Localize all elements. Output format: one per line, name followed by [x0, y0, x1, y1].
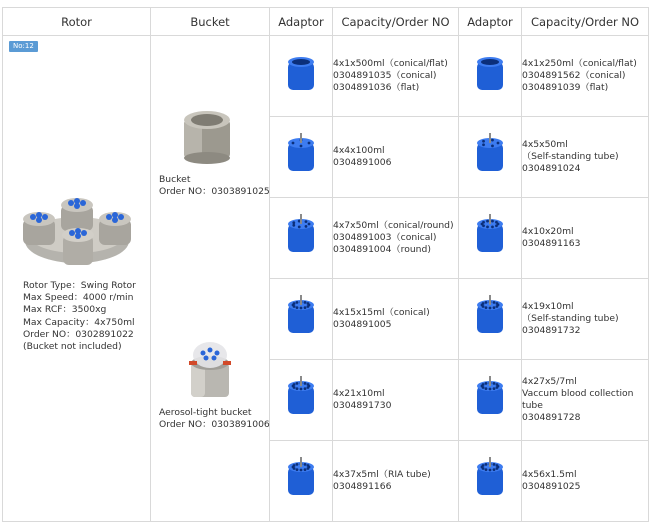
capacity-line: 0304891039（flat) — [522, 82, 609, 94]
capacity-line: 0304891732 — [522, 325, 581, 337]
rotor-max-rcf: Max RCF：3500xg — [23, 304, 107, 316]
rotor-type: Rotor Type：Swing Rotor — [23, 280, 136, 291]
adaptor-cell-right — [459, 441, 522, 522]
adaptor-cell-left — [270, 117, 333, 198]
capacity-line: 4x19x10ml — [522, 300, 574, 312]
capacity-cell-left — [333, 279, 459, 360]
capacity-cell-right — [522, 198, 649, 279]
capacity-line: 4x27x5/7ml — [522, 375, 577, 387]
capacity-line: 0304891166 — [333, 481, 392, 492]
capacity-line: 0304891036（flat) — [333, 82, 420, 94]
rotor-max-capacity: Max Capacity：4x750ml — [23, 316, 135, 328]
bucket-name: Bucket — [159, 174, 191, 185]
adaptor-cell-left — [270, 360, 333, 441]
capacity-line: （Self-standing tube) — [522, 312, 619, 324]
blue-19-hole-adaptor-icon — [473, 295, 507, 339]
capacity-line: 4x1x250ml（conical/flat) — [522, 57, 637, 69]
capacity-line: 0304891728 — [522, 412, 581, 424]
capacity-line: 0304891163 — [522, 238, 581, 249]
bucket-order-no: Order NO：0303891025 — [159, 186, 270, 198]
aerosol-bucket-info — [159, 407, 270, 431]
capacity-line: 4x5x50ml — [522, 138, 568, 150]
blue-5-hole-adaptor-icon — [473, 133, 507, 177]
header-row — [3, 8, 649, 36]
adaptor-cell-right — [459, 360, 522, 441]
capacity-line: 4x4x100ml — [333, 144, 385, 156]
blue-round-adaptor-icon — [284, 52, 318, 96]
adaptor-cell-left — [270, 36, 333, 117]
capacity-line: 4x7x50ml（conical/round) — [333, 219, 454, 231]
capacity-line: 4x1x500ml（conical/flat) — [333, 57, 448, 69]
capacity-line: 0304891006 — [333, 157, 392, 168]
capacity-cell-right — [522, 360, 649, 441]
adaptor-cell-left — [270, 198, 333, 279]
capacity-line: 0304891005 — [333, 319, 392, 330]
blue-37-hole-adaptor-icon — [284, 457, 318, 501]
adaptor-cell-left — [270, 441, 333, 522]
swing-rotor-icon — [21, 191, 133, 271]
capacity-line: 0304891035（conical) — [333, 69, 437, 81]
capacity-cell-left — [333, 36, 459, 117]
bucket-cell — [151, 36, 270, 522]
header-adaptor-left: Adaptor — [270, 8, 333, 36]
adaptor-cell-right — [459, 198, 522, 279]
header-bucket: Bucket — [151, 8, 270, 36]
header-capacity-left: Capacity/Order NO — [333, 8, 459, 36]
header-adaptor-right: Adaptor — [459, 8, 522, 36]
capacity-cell-left — [333, 360, 459, 441]
table-row — [3, 36, 649, 117]
capacity-cell-right — [522, 279, 649, 360]
spec-table — [2, 7, 649, 522]
capacity-line: 0304891004（round) — [333, 244, 431, 256]
blue-10-hole-adaptor-icon — [473, 214, 507, 258]
rotor-cell — [3, 36, 151, 522]
blue-flanged-adaptor-icon — [473, 52, 507, 96]
capacity-line: 0304891024 — [522, 163, 581, 175]
header-capacity-right: Capacity/Order NO — [522, 8, 649, 36]
bucket-icon — [178, 106, 236, 166]
capacity-line: 4x21x10ml — [333, 387, 385, 399]
capacity-cell-left — [333, 117, 459, 198]
rotor-order-no: Order NO：0302891022 — [23, 328, 134, 340]
capacity-cell-left — [333, 198, 459, 279]
adaptor-cell-right — [459, 117, 522, 198]
blue-21-hole-adaptor-icon — [284, 376, 318, 420]
model-badge: No:12 — [9, 41, 38, 52]
header-rotor: Rotor — [3, 8, 151, 36]
rotor-max-speed: Max Speed：4000 r/min — [23, 292, 134, 304]
capacity-line: （Self-standing tube) — [522, 150, 619, 162]
capacity-cell-right — [522, 36, 649, 117]
adaptor-cell-right — [459, 279, 522, 360]
blue-4-hole-adaptor-icon — [284, 133, 318, 177]
capacity-cell-right — [522, 441, 649, 522]
capacity-line: 0304891003（conical) — [333, 231, 437, 243]
capacity-line: 4x37x5ml（RIA tube) — [333, 468, 431, 480]
capacity-line: 0304891562（conical) — [522, 69, 626, 81]
blue-56-hole-adaptor-icon — [473, 457, 507, 501]
capacity-line: 4x15x15ml（conical) — [333, 306, 430, 318]
capacity-line: 4x56x1.5ml — [522, 468, 577, 480]
capacity-line: 0304891025 — [522, 481, 581, 492]
capacity-line: 4x10x20ml — [522, 225, 574, 237]
blue-27-hole-adaptor-icon — [473, 376, 507, 420]
adaptor-cell-right — [459, 36, 522, 117]
adaptor-cell-left — [270, 279, 333, 360]
blue-7-hole-adaptor-icon — [284, 214, 318, 258]
capacity-cell-left — [333, 441, 459, 522]
capacity-line: Vaccum blood collection — [522, 387, 634, 399]
capacity-line: 0304891730 — [333, 400, 392, 411]
aerosol-bucket-name: Aerosol-tight bucket — [159, 407, 252, 418]
capacity-line: tube — [522, 400, 543, 411]
capacity-cell-right — [522, 117, 649, 198]
aerosol-tight-bucket-icon — [185, 339, 235, 401]
rotor-specs — [23, 280, 136, 353]
blue-15-hole-adaptor-icon — [284, 295, 318, 339]
bucket-info — [159, 174, 270, 198]
rotor-note: (Bucket not included) — [23, 341, 122, 353]
aerosol-bucket-order-no: Order NO：0303891006 — [159, 419, 270, 431]
